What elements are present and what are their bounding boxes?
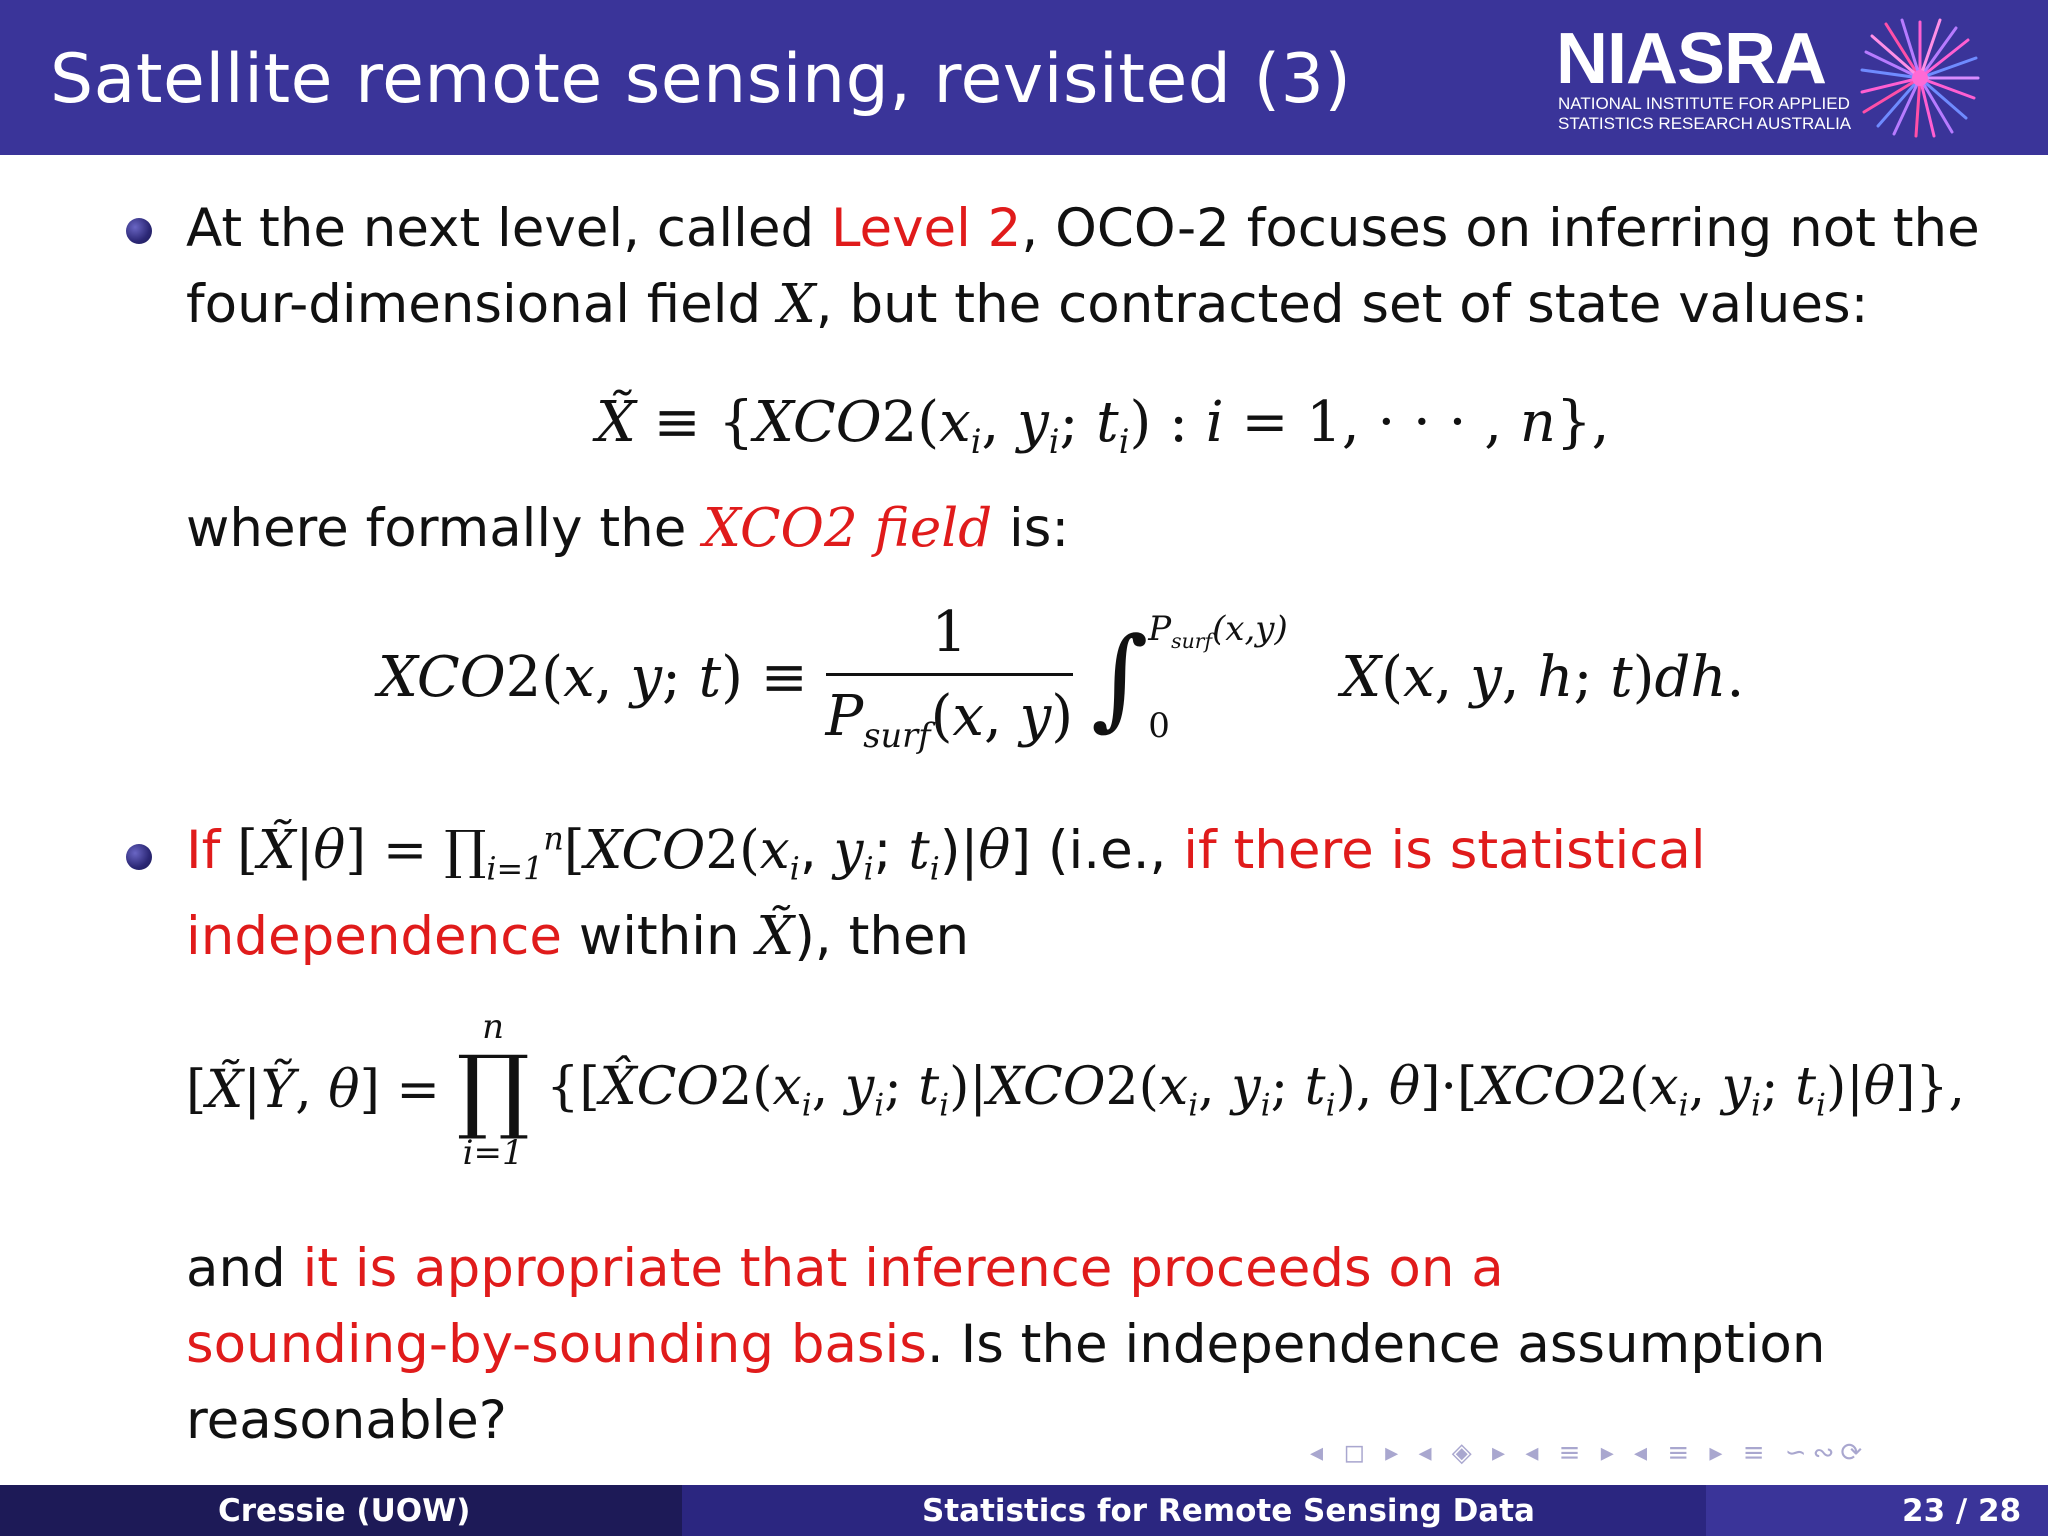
bullet-1-line-1: At the next level, called Level 2, OCO-2 focuses on inferring not the [186, 198, 1980, 259]
footer-title-box [682, 1485, 1706, 1536]
slide-header [0, 0, 2048, 155]
footer-page-box [1706, 1485, 2048, 1536]
where-line: where formally the XCO2 field is: [186, 498, 1070, 559]
equation-product: [X̃|Ỹ, θ] = n ∏ i=1 {[$X̂CO2(x_i$, $y_i$; $t_i)|XCO2(x_i$, $y_i$; $t_i$), $\theta]\cdot[XCO2(x_i$, $y_i$; $t_i)|\theta$]}, [186, 1007, 1965, 1173]
footer-author: Cressie (UOW) [218, 1493, 471, 1529]
niasra-logo-text: NIASRA [1556, 19, 1827, 99]
equation-contracted-set: X̃ ≡ {$XCO2(x_i$, $y_i$; $t_i$) : i = 1, · · · , n}, [596, 390, 1610, 462]
sounding-line: sounding-by-sounding basis. Is the independence assumption [186, 1314, 1826, 1375]
footer-page-number: 23 / 28 [1902, 1493, 2022, 1529]
and-line: and it is appropriate that inference proceeds on a [186, 1238, 1504, 1299]
beamer-navigation[interactable]: ◂ ◻ ▸ ◂ ◈ ▸ ◂ ≡ ▸ ◂ ≡ ▸ ≡ ∽∾⟳ [1310, 1438, 1869, 1468]
bullet-2-line-2: independence within X̃), then [186, 906, 970, 967]
niasra-burst-icon [1860, 18, 1980, 138]
footer-talk-title: Statistics for Remote Sensing Data [922, 1493, 1535, 1529]
niasra-logo-subtitle: NATIONAL INSTITUTE FOR APPLIED STATISTICS RESEARCH AUSTRALIA [1558, 94, 1852, 133]
slide-title: Satellite remote sensing, revisited (3) [50, 40, 1352, 119]
bullet-2-line-1: If [X̃|θ] = $\prod_{i=1}^n[XCO2(x_i$, $y_i$; $t_i)|\theta$] (i.e., if there is statistical [186, 820, 1706, 888]
slide-footer [0, 1485, 2048, 1536]
bullet-1 [126, 218, 152, 244]
footer-author-box [0, 1485, 682, 1536]
bullet-1-line-2: four-dimensional field X, but the contracted set of state values: [186, 274, 1869, 335]
equation-xco2-field: XCO2(x, y; t) ≡ $\frac{1}{P_{surf}(x, y)}$ ∫ $P_{surf}(x,y)$ 0 X(x, y, h; t)dh. [378, 600, 1745, 756]
bullet-2 [126, 844, 152, 870]
reasonable-line: reasonable? [186, 1390, 507, 1451]
